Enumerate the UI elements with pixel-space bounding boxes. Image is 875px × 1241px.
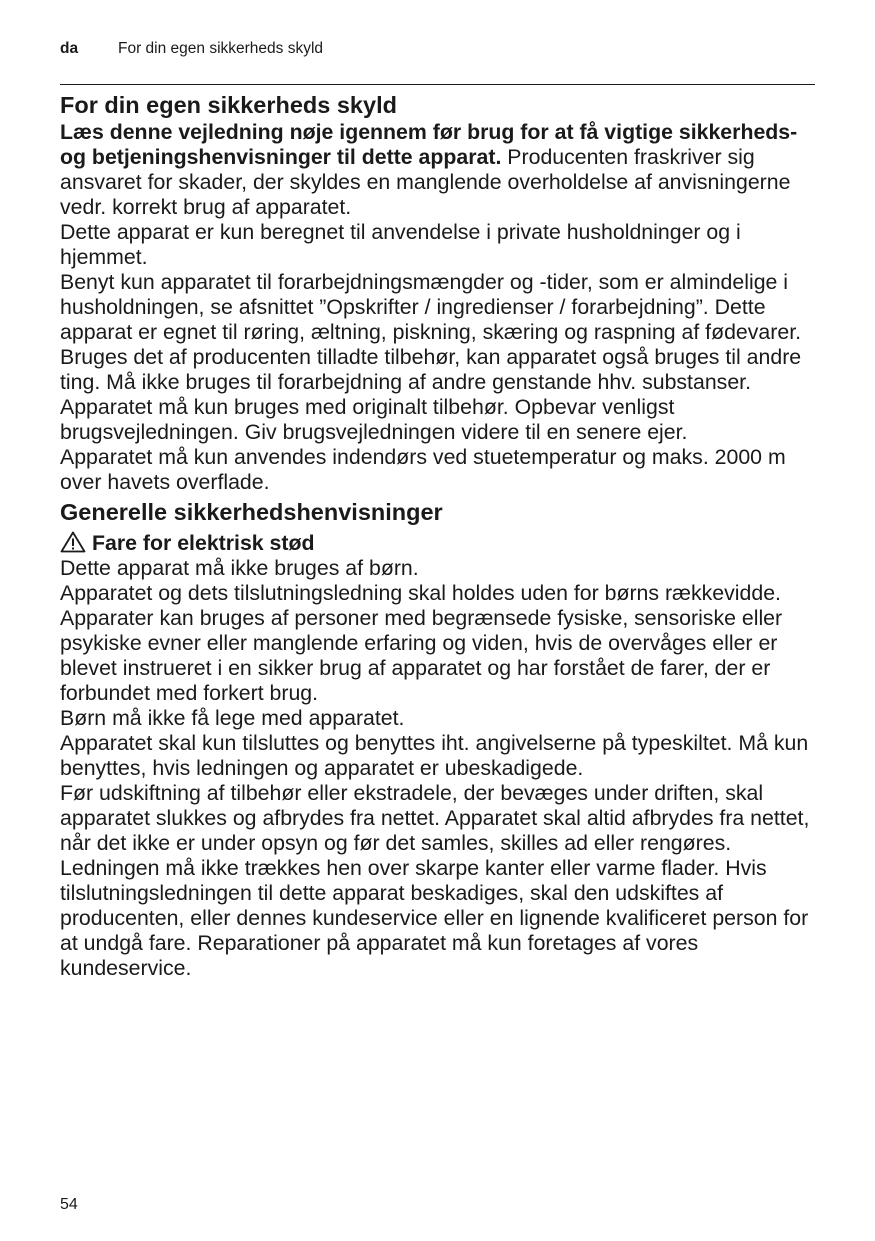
paragraph: Før udskiftning af tilbehør eller ekstradele, der bevæges under driften, skal apparatet slukkes og afbrydes fra nettet. Apparatet skal altid afbrydes fra nettet, når det ikke er under opsyn og før det samles, skilles ad eller rengøres. [60, 781, 810, 855]
intro-paragraph [60, 120, 820, 220]
intro-text: Producenten fraskriver sig ansvaret for skader, der skyldes en manglende overholdelse af anvisningerne vedr. korrekt brug af apparatet. [60, 145, 791, 219]
warning-heading [60, 530, 820, 556]
paragraph: Apparatet skal kun tilsluttes og benyttes iht. angivelserne på typeskiltet. Må kun benyttes, hvis ledningen og apparatet er ubeskadigede. [60, 731, 809, 780]
warning-triangle-icon [60, 531, 86, 553]
running-title: For din egen sikkerheds skyld [118, 40, 324, 57]
intro-bold-text: Læs denne vejledning nøje igennem før brug for at få vigtige sikkerheds- og betjeningshenvisninger til dette apparat. [60, 120, 798, 169]
paragraph: Børn må ikke få lege med apparatet. [60, 706, 405, 730]
page-header [60, 40, 815, 62]
header-divider [60, 84, 815, 85]
paragraph: Dette apparat er kun beregnet til anvendelse i private husholdninger og i hjemmet. [60, 220, 741, 269]
paragraph: Apparatet og dets tilslutningsledning skal holdes uden for børns rækkevidde. [60, 581, 781, 605]
paragraph: Benyt kun apparatet til forarbejdningsmængder og -tider, som er almindelige i husholdningen, se afsnittet ”Opskrifter / ingredienser / forarbejdning”. Dette apparat er egnet til røring, æltning, piskning, skæring og raspning af fødevarer. Bruges det af producenten tilladte tilbehør, kan apparatet også bruges til andre ting. Må ikke bruges til forarbejdning af andre genstande hhv. substanser. Apparatet må kun bruges med originalt tilbehør. Opbevar venligst brugsvejledningen. Giv brugsvejledningen videre til en senere ejer. [60, 270, 802, 444]
warning-title: Fare for elektrisk stød [92, 531, 315, 555]
paragraph: Apparater kan bruges af personer med begrænsede fysiske, sensoriske eller psykiske evner eller manglende erfaring og viden, hvis de overvåges eller er blevet instrueret i en sikker brug af apparatet og har forstået de farer, der er forbundet med forkert brug. [60, 606, 783, 705]
section-heading-general: Generelle sikkerhedshenvisninger [60, 499, 443, 525]
paragraph: Ledningen må ikke trækkes hen over skarpe kanter eller varme flader. Hvis tilslutningsledningen til dette apparat beskadiges, skal den udskiftes af producenten, eller dennes kundeservice eller en lignende kvalificeret person for at undgå fare. Reparationer på apparatet må kun foretages af vores kundeservice. [60, 856, 809, 980]
page-content [60, 90, 820, 981]
paragraph: Apparatet må kun anvendes indendørs ved stuetemperatur og maks. 2000 m over havets overflade. [60, 445, 786, 494]
paragraph: Dette apparat må ikke bruges af børn. [60, 556, 419, 580]
page-number: 54 [60, 1196, 78, 1213]
section-heading-safety: For din egen sikkerheds skyld [60, 92, 397, 118]
language-code: da [60, 40, 79, 57]
